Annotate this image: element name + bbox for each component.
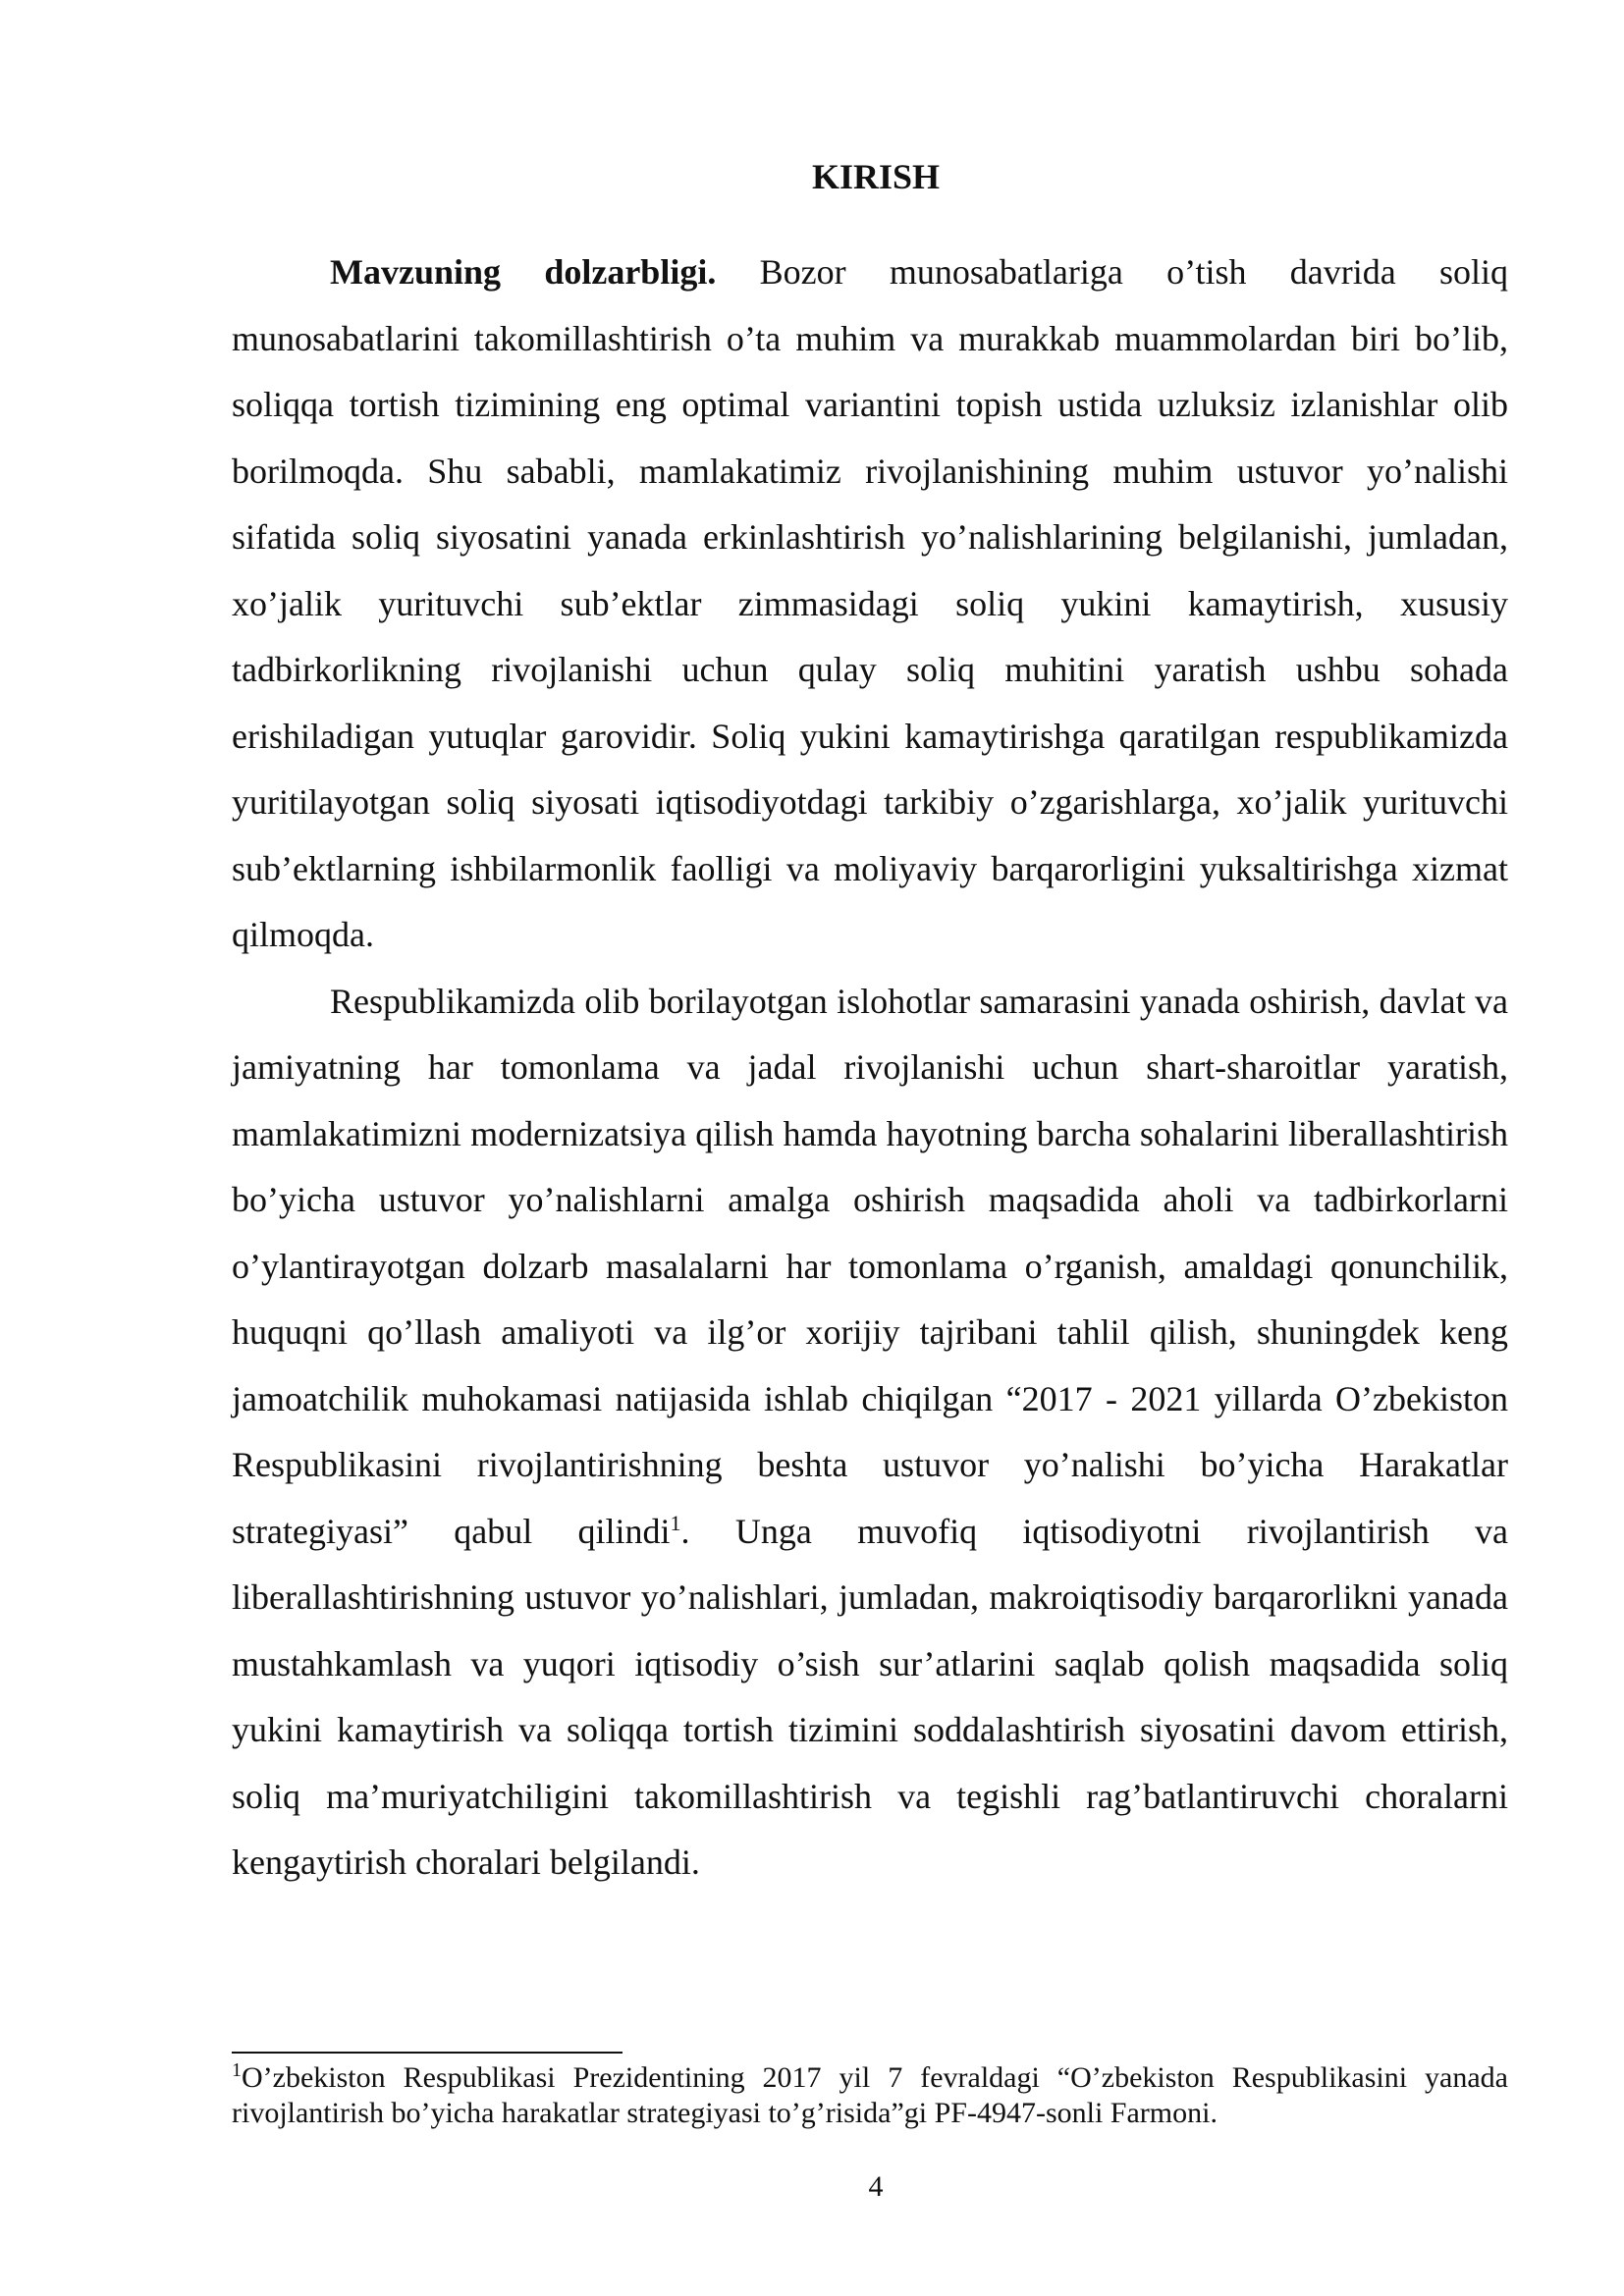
paragraph-reforms [232, 969, 1508, 1896]
footnote-text: O’zbekiston Respublikasi Prezidentining 2017 yil 7 fevraldagi “O’zbekiston Respublikasini yanada rivojlantirish bo’yicha harakatlar strategiyasi to’g’risida”gi PF-4947-sonli Farmoni. [232, 2061, 1508, 2129]
footnote-separator [232, 2052, 623, 2054]
paragraph-text: Bozor munosabatlariga o’tish davrida soliq munosabatlarini takomillashtirish o’ta muhim va murakkab muammolardan biri bo’lib, soliqqa tortish tizimining eng optimal variantini topish ustida uzluksiz izlanishlar olib borilmoqda. Shu sababli, mamlakatimiz rivojlanishining muhim ustuvor yo’nalishi sifatida soliq siyosatini yanada erkinlashtirish yo’nalishlarining belgilanishi, jumladan, xo’jalik yurituvchi sub’ektlar zimmasidagi soliq yukini kamaytirish, xususiy tadbirkorlikning rivojlanishi uchun qulay soliq muhitini yaratish ushbu sohada erishiladigan yutuqlar garovidir. Soliq yukini kamaytirishga qaratilgan respublikamizda yuritilayotgan soliq siyosati iqtisodiyotdagi tarkibiy o’zgarishlarga, xo’jalik yurituvchi sub’ektlarning ishbilarmonlik faolligi va moliyaviy barqarorligini yuksaltirishga xizmat qilmoqda. [232, 252, 1508, 954]
page-title: KIRISH [811, 157, 941, 196]
paragraph-text: Respublikamizda olib borilayotgan islohotlar samarasini yanada oshirish, davlat va jamiyatning har tomonlama va jadal rivojlanishi uchun shart-sharoitlar yaratish, mamlakatimizni modernizatsiya qilish hamda hayotning barcha sohalarini liberallashtirish bo’yicha ustuvor yo’nalishlarni amalga oshirish maqsadida aholi va tadbirkorlarni o’ylantirayotgan dolzarb masalalarni har tomonlama o’rganish, amaldagi qonunchilik, huquqni qo’llash amaliyoti va ilg’or xorijiy tajribani tahlil qilish, shuningdek keng jamoatchilik muhokamasi natijasida ishlab chiqilgan “2017 - 2021 yillarda O’zbekiston Respublikasini rivojlantirishning beshta ustuvor yo’nalishi bo’yicha Harakatlar strategiyasi” qabul qilindi [232, 981, 1508, 1551]
footnote-reference[interactable]: 1 [670, 1510, 681, 1535]
paragraph-text: . Unga muvofiq iqtisodiyotni rivojlantirish va liberallashtirishning ustuvor yo’nalishlari, jumladan, makroiqtisodiy barqarorlikni yanada mustahkamlash va yuqori iqtisodiy o’sish sur’atlarini saqlab qolish maqsadida soliq yukini kamaytirish va soliqqa tortish tizimini soddalashtirish siyosatini davom ettirish, soliq ma’muriyatchiligini takomillashtirish va tegishli rag’batlantiruvchi choralarni kengaytirish choralari belgilandi. [232, 1511, 1508, 1882]
footnote-mark: 1 [232, 2059, 242, 2081]
body-text [232, 240, 1508, 1896]
paragraph-lead: Mavzuning dolzarbligi. [330, 252, 717, 292]
page-number: 4 [868, 2170, 884, 2203]
footnote [232, 2060, 1508, 2131]
paragraph-relevance [232, 240, 1508, 969]
